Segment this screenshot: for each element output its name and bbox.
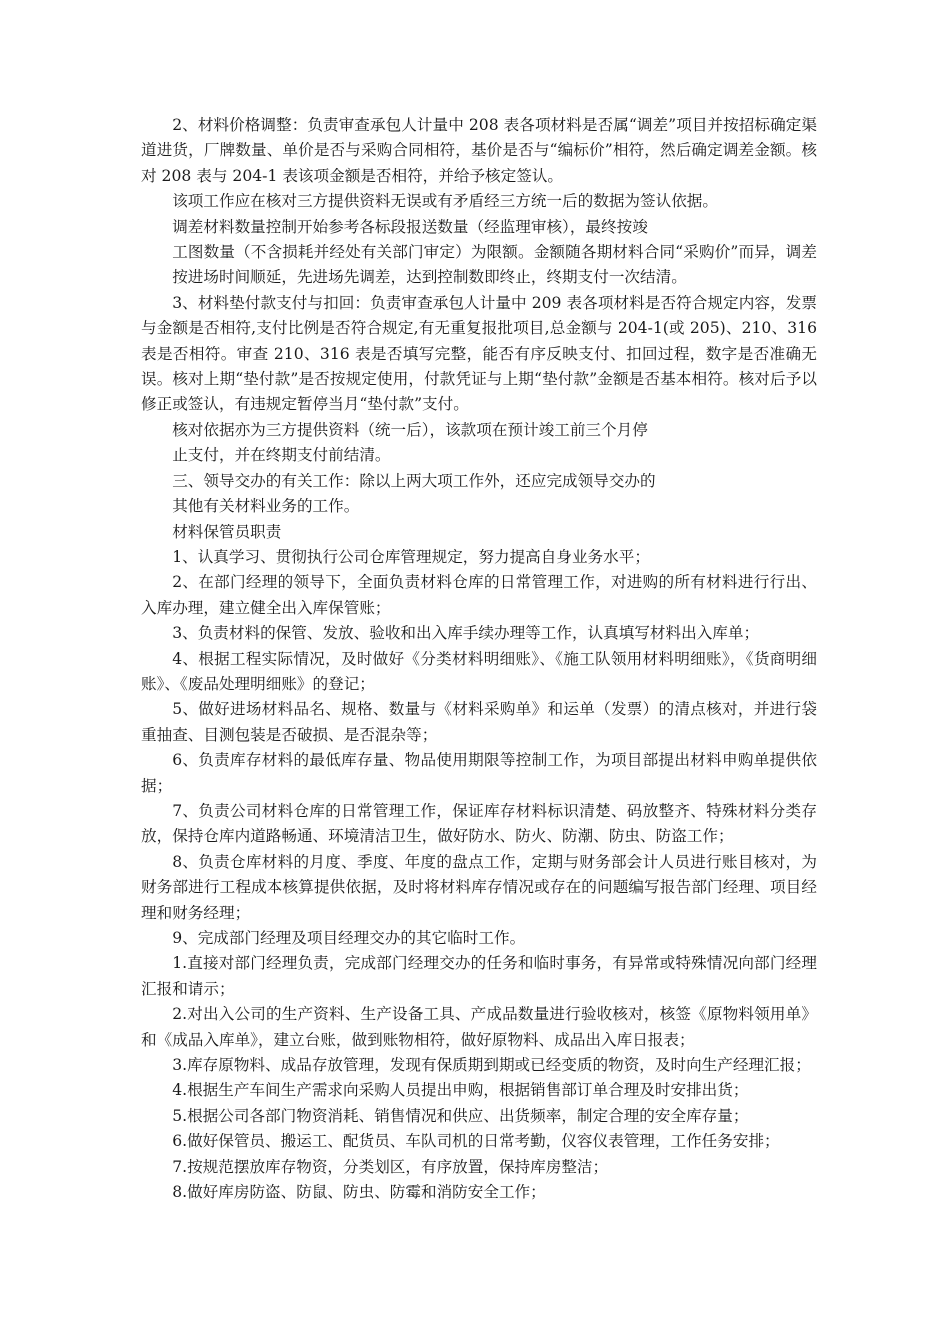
list-item: 7、负责公司材料仓库的日常管理工作，保证库存材料标识清楚、码放整齐、特殊材料分类存放，保持仓库内道路畅通、环境清洁卫生，做好防水、防火、防潮、防虫、防盗工作； [141, 801, 817, 846]
list-item: 3.库存原物料、成品存放管理，发现有保质期到期或已经变质的物资，及时向生产经理汇报； [172, 1056, 811, 1075]
list-item: 5、做好进场材料品名、规格、数量与《材料采购单》和运单（发票）的清点核对，并进行袋重抽查、目测包装是否破损、是否混杂等； [141, 700, 817, 744]
list-item: 9、完成部门经理及项目经理交办的其它临时工作。 [172, 929, 526, 947]
list-item: 2、在部门经理的领导下，全面负责材料仓库的日常管理工作，对进购的所有材料进行行出、入库办理，建立健全出入库保管账； [141, 573, 817, 617]
list-item: 3、负责材料的保管、发放、验收和出入库手续办理等工作，认真填写材料出入库单； [172, 624, 760, 643]
list-item: 6.做好保管员、搬运工、配货员、车队司机的日常考勤，仪容仪表管理，工作任务安排； [172, 1132, 780, 1151]
list-item: 4.根据生产车间生产需求向采购人员提出申购，根据销售部订单合理及时安排出货； [172, 1081, 749, 1100]
list-item: 5.根据公司各部门物资消耗、销售情况和供应、出货频率，制定合理的安全库存量； [172, 1106, 749, 1125]
list-item: 4、根据工程实际情况，及时做好《分类材料明细账》、《施工队领用材料明细账》，《货商明细账》、《废品处理明细账》的登记； [141, 649, 817, 693]
paragraph-other-tasks: 其他有关材料业务的工作。 [172, 497, 360, 516]
section-heading-custodian-duties: 材料保管员职责 [172, 522, 282, 541]
list-item: 1、认真学习、贯彻执行公司仓库管理规定，努力提高自身业务水平； [172, 547, 650, 566]
list-item: 8、负责仓库材料的月度、季度、年度的盘点工作，定期与财务部会计人员进行账目核对，为财务部进行工程成本核算提供依据，及时将材料库存情况或存在的问题编写报告部门经理、项目经理和财务经理； [141, 852, 817, 922]
paragraph-material-price-adjustment: 2、材料价格调整：负责审查承包人计量中 208 表各项材料是否属“调差”项目并按招标确定渠道进货，厂牌数量、单价是否与采购合同相符，基价是否与“编标价”相符，然后确定调差金额。核对 208 表与 204-1 表该项金额是否相符，并给予核定签认。 [141, 116, 817, 185]
paragraph-quantity-limit: 工图数量（不含损耗并经处有关部门审定）为限额。金额随各期材料合同“采购价”而异，调差按进场时间顺延，先进场先调差，达到控制数即终止，终期支付一次结清。 [172, 243, 817, 287]
list-item: 1.直接对部门经理负责，完成部门经理交办的任务和临时事务，有异常或特殊情况向部门经理汇报和请示； [141, 954, 817, 998]
list-item: 6、负责库存材料的最低库存量、物品使用期限等控制工作，为项目部提出材料申购单提供依据； [141, 751, 817, 795]
paragraph-advance-payment: 3、材料垫付款支付与扣回：负责审查承包人计量中 209 表各项材料是否符合规定内容，发票与金额是否相符,支付比例是否符合规定,有无重复报批项目,总金额与 204-1(或 205)、210、316 表是否相符。审查 210、316 表是否填写完整，能否有序反映支付、扣回过程，数字是否准确无误。核对上期“垫付款”是否按规定使用，付款凭证与上期“垫付款”金额是否基本相符。核对后予以修正或签认，有违规定暂停当月“垫付款”支付。 [141, 293, 817, 414]
paragraph-signoff-basis: 该项工作应在核对三方提供资料无误或有矛盾经三方统一后的数据为签认依据。 [172, 192, 718, 211]
paragraph-leader-tasks: 三、领导交办的有关工作：除以上两大项工作外，还应完成领导交办的 [172, 471, 656, 490]
paragraph-stop-payment: 止支付，并在终期支付前结清。 [172, 446, 391, 465]
document-body [141, 113, 817, 1205]
paragraph-quantity-control: 调差材料数量控制开始参考各标段报送数量（经监理审核），最终按竣 [172, 217, 648, 236]
list-item: 8.做好库房防盗、防鼠、防虫、防霉和消防安全工作； [172, 1183, 546, 1202]
list-item: 7.按规范摆放库存物资，分类划区，有序放置，保持库房整洁； [172, 1157, 609, 1176]
paragraph-verification-basis: 核对依据亦为三方提供资料（统一后），该款项在预计竣工前三个月停 [172, 420, 648, 439]
list-item: 2.对出入公司的生产资料、生产设备工具、产成品数量进行验收核对，核签《原物料领用单》和《成品入库单》，建立台账，做到账物相符，做好原物料、成品出入库日报表； [141, 1005, 817, 1049]
